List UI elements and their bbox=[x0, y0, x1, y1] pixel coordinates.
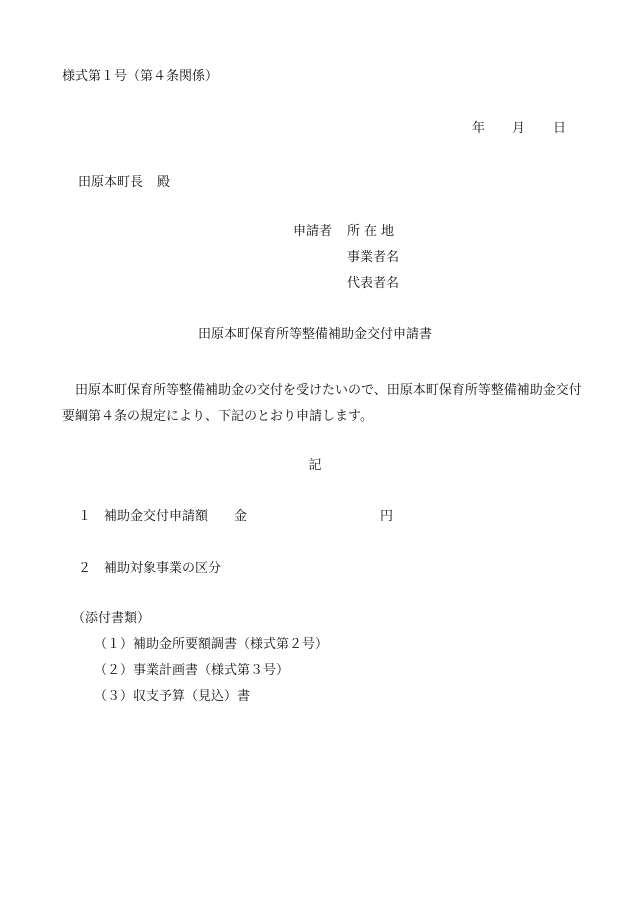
item-label: 補助金交付申請額 bbox=[104, 509, 209, 524]
amount-unit: 円 bbox=[380, 509, 394, 524]
attachment-item: （２）事業計画書（様式第３号） bbox=[94, 663, 290, 678]
applicant-address-label: 所在地 bbox=[347, 224, 399, 239]
amount-prefix: 金 bbox=[234, 509, 248, 524]
applicant-business-name-label: 事業者名 bbox=[347, 250, 400, 265]
applicant-representative-label: 代表者名 bbox=[347, 276, 400, 291]
attachment-item: （３）収支予算（見込）書 bbox=[94, 689, 251, 704]
addressee-name: 田原本町長 bbox=[78, 175, 144, 190]
date-day-label: 日 bbox=[553, 121, 567, 136]
date-month-label: 月 bbox=[512, 121, 526, 136]
item-project-category bbox=[78, 562, 221, 575]
applicant-label: 申請者 bbox=[293, 224, 333, 239]
document-title: 田原本町保育所等整備補助金交付申請書 bbox=[197, 327, 432, 342]
attachment-item: （１）補助金所要額調書（様式第２号） bbox=[94, 637, 329, 652]
date-year-label: 年 bbox=[472, 121, 486, 136]
ki-heading: 記 bbox=[308, 458, 322, 473]
body-paragraph: 田原本町保育所等整備補助金の交付を受けたいので、田原本町保育所等整備補助金交付要綱第４条の規定により、下記のとおり申請します。 bbox=[62, 383, 582, 424]
addressee-honorific: 殿 bbox=[157, 175, 171, 190]
date-row bbox=[472, 122, 566, 135]
item-label: 補助対象事業の区分 bbox=[104, 561, 222, 576]
form-number: 様式第１号（第４条関係） bbox=[62, 69, 219, 84]
addressee bbox=[78, 176, 170, 189]
attachments-heading: （添付書類） bbox=[72, 611, 151, 626]
item-number: ２ bbox=[78, 561, 92, 576]
item-grant-amount bbox=[78, 510, 393, 523]
item-number: １ bbox=[78, 509, 92, 524]
